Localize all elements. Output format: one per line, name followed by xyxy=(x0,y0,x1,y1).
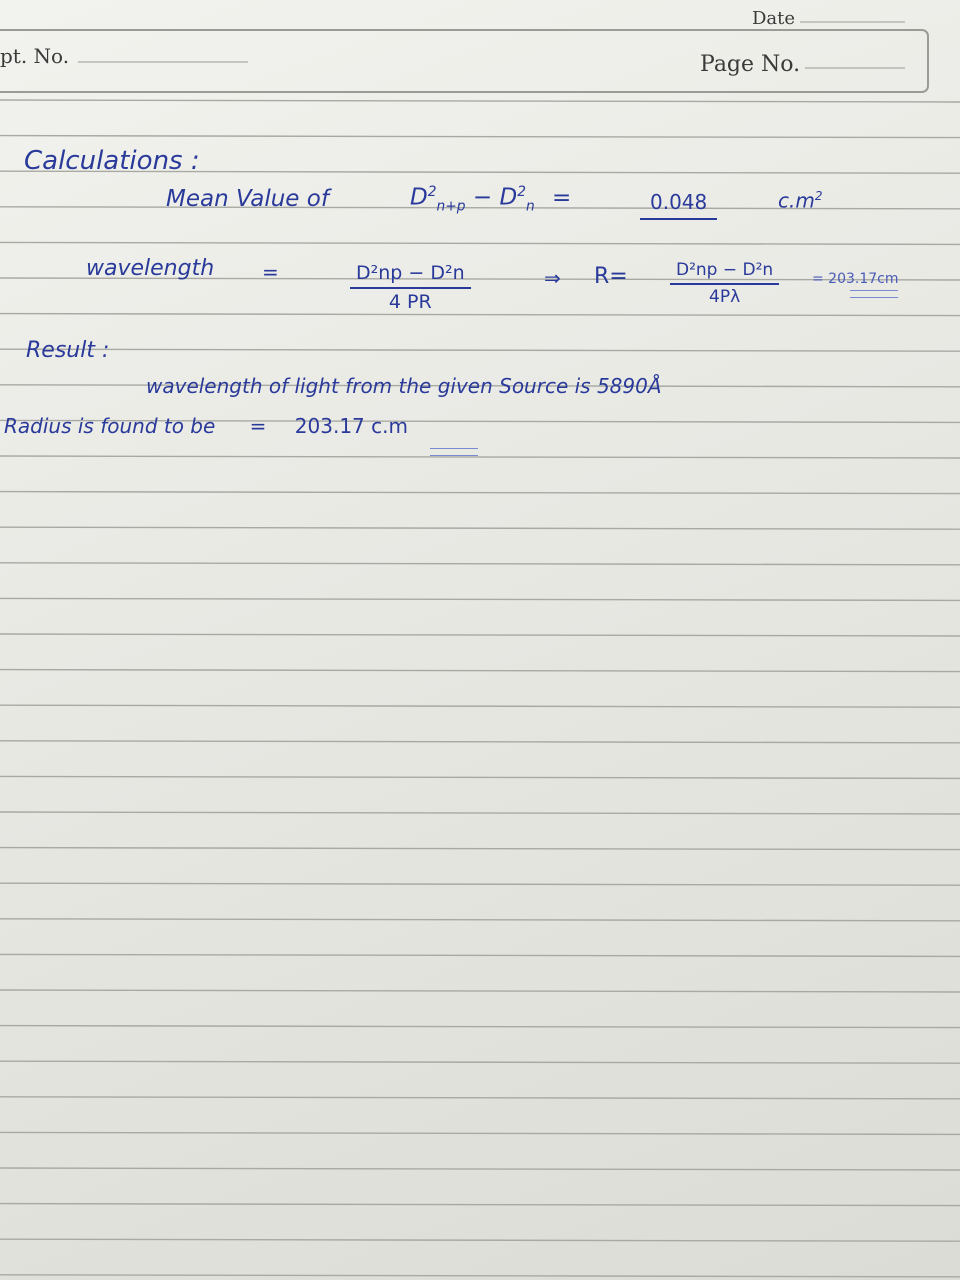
ruled-line xyxy=(0,776,960,778)
ruled-line xyxy=(0,954,960,956)
mean-value: 0.048 xyxy=(640,192,717,220)
mean-unit-text: c.m xyxy=(778,188,815,213)
expt-number-label: pt. No. xyxy=(0,44,70,68)
ruled-line xyxy=(0,812,960,814)
ruled-line xyxy=(0,314,960,316)
result-radius-label: Radius is found to be xyxy=(4,414,216,438)
mean-value-label: Mean Value of xyxy=(166,186,329,212)
radius-label: R= xyxy=(594,264,628,289)
ruled-line xyxy=(0,634,960,636)
wavelength-fraction-denominator: 4 PR xyxy=(388,291,432,313)
ruled-line xyxy=(0,242,960,244)
page-number-label: Page No. xyxy=(700,52,801,77)
wavelength-fraction-numerator: D²np − D²n xyxy=(350,264,471,289)
calculations-heading: Calculations : xyxy=(24,146,200,176)
radius-fraction-numerator: D²np − D²n xyxy=(670,262,779,285)
ruled-line xyxy=(0,349,960,351)
ruled-line xyxy=(0,883,960,885)
result-heading: Result : xyxy=(26,338,110,363)
mean-expr-b-sup: 2 xyxy=(517,184,526,200)
ruled-line xyxy=(0,1026,960,1028)
implies-arrow: ⇒ xyxy=(544,266,561,290)
ruled-line xyxy=(0,670,960,672)
ruled-line xyxy=(0,705,960,707)
ruled-line xyxy=(0,456,960,458)
mean-equals: = xyxy=(552,184,572,211)
ruled-line xyxy=(0,100,960,102)
radius-fraction xyxy=(670,262,779,306)
result-wavelength-line: wavelength of light from the given Source is 5890Å xyxy=(146,374,662,398)
mean-expr-a-sup: 2 xyxy=(427,184,437,200)
mean-minus: − xyxy=(472,184,493,211)
result-radius-line xyxy=(4,416,408,436)
ruled-line xyxy=(0,1168,960,1170)
mean-expr-a-sub: n+p xyxy=(436,198,466,215)
radius-result: = 203.17cm xyxy=(812,271,899,287)
ruled-line xyxy=(0,527,960,529)
ruled-line xyxy=(0,136,960,138)
wavelength-fraction xyxy=(350,264,471,312)
ruled-line xyxy=(0,990,960,992)
radius-fraction-denominator: 4Pλ xyxy=(709,287,741,307)
mean-expr-b: D xyxy=(499,184,518,211)
ruled-line xyxy=(0,848,960,850)
ruled-line xyxy=(0,1275,960,1277)
ruled-line xyxy=(0,1061,960,1063)
mean-unit xyxy=(778,190,822,211)
result-radius-equals: = xyxy=(249,414,267,438)
ruled-line xyxy=(0,1097,960,1099)
date-label: Date xyxy=(752,8,796,29)
ruled-line xyxy=(0,598,960,600)
mean-expression xyxy=(410,186,571,214)
ruled-line xyxy=(0,563,960,565)
radius-result-double-underline xyxy=(850,290,898,298)
ruled-line xyxy=(0,1132,960,1134)
result-value-double-underline xyxy=(430,448,478,456)
wavelength-label: wavelength xyxy=(86,256,215,281)
mean-expr-a: D xyxy=(410,184,428,211)
ruled-line xyxy=(0,741,960,743)
ruled-line xyxy=(0,919,960,921)
mean-unit-sup: 2 xyxy=(814,189,823,203)
wavelength-equals: = xyxy=(262,260,279,284)
ruled-line xyxy=(0,1204,960,1206)
ruled-line xyxy=(0,1239,960,1241)
mean-expr-b-sub: n xyxy=(525,198,535,215)
result-radius-value: 203.17 c.m xyxy=(294,414,408,438)
ruled-line xyxy=(0,492,960,494)
